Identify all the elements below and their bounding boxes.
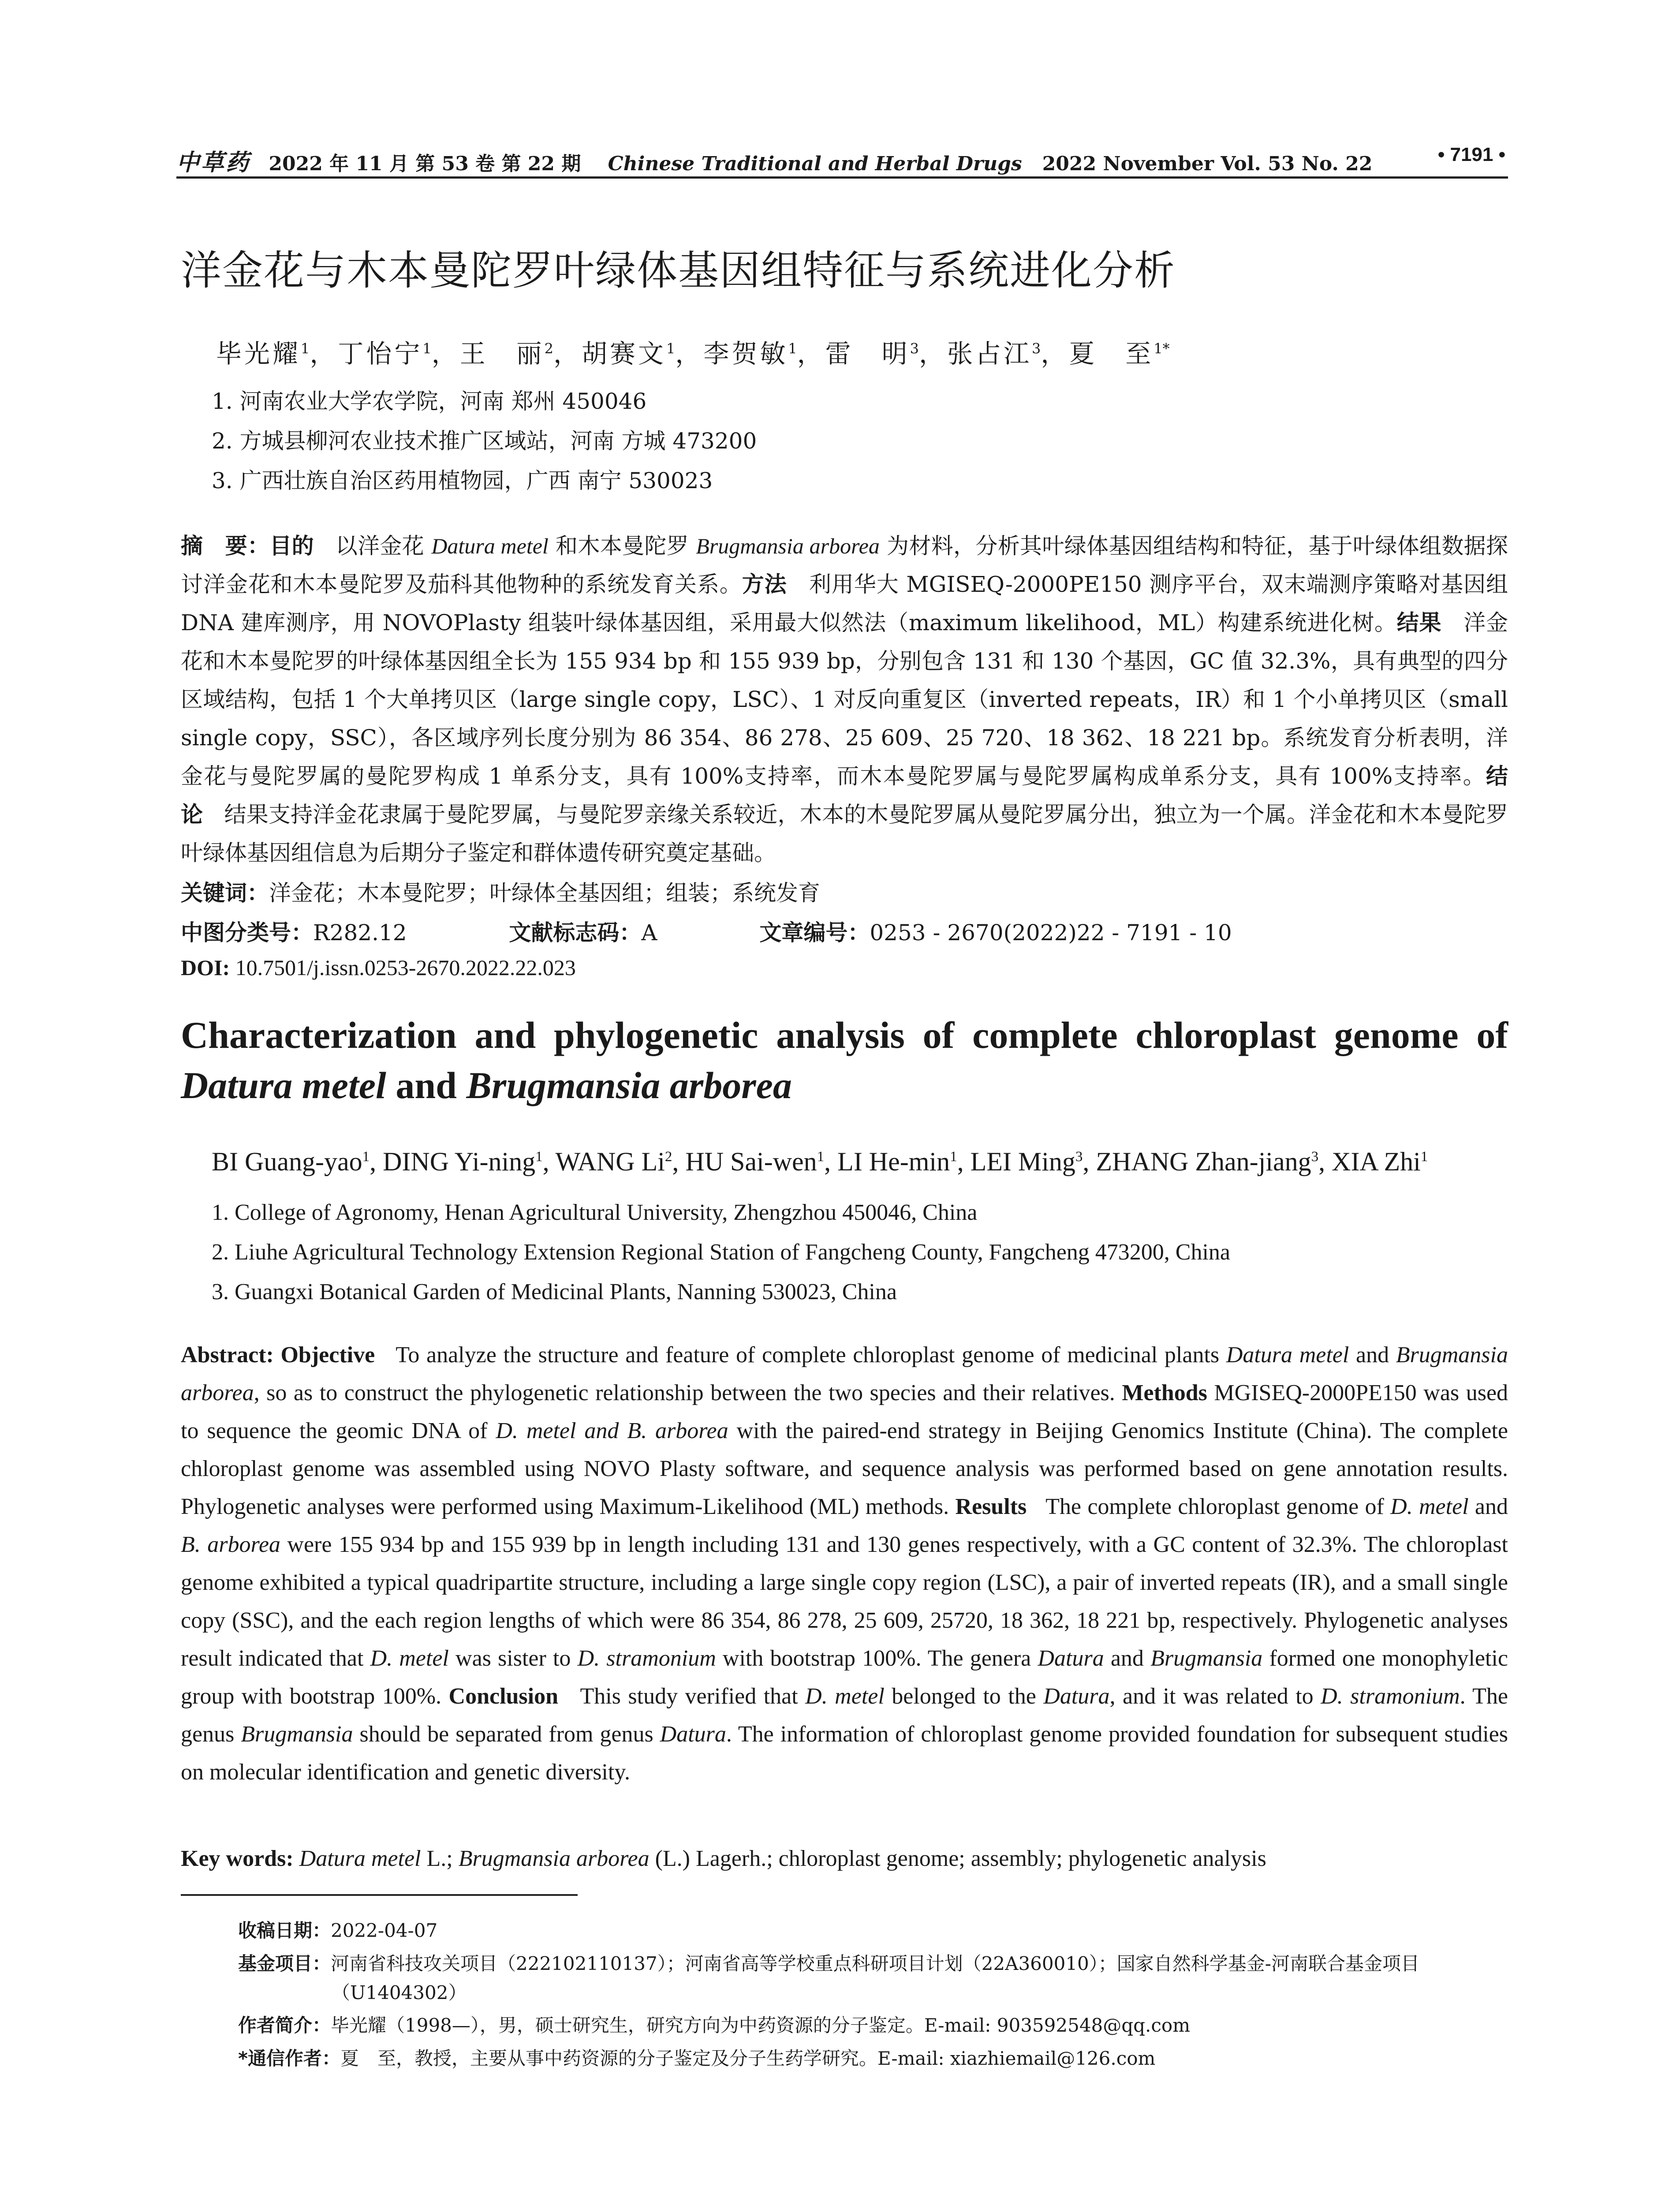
cn-conclusion-label: 结论: [181, 763, 1508, 827]
en-keywords: Key words: Datura metel L.; Brugmansia arborea (L.) Lagerh.; chloroplast genome; assembly; phylogenetic analysis: [181, 1846, 1266, 1871]
cn-authors: [216, 333, 1543, 370]
cn-abstract: 摘 要：目的 以洋金花 Datura metel 和木本曼陀罗 Brugmansia arborea 为材料，分析其叶绿体基因组结构和特征，基于叶绿体组数据探讨洋金花和木本曼陀罗及茄科其他物种的系统发育关系。方法 利用华大 MGISEQ-2000PE150 测序平台，双末端测序策略对基因组 DNA 建库测序，用 NOVOPlasty 组装叶绿体基因组，采用最大似然法（maximum likelihood，ML）构建系统进化树。结果 洋金花和木本曼陀罗的叶绿体基因组全长为 155 934 bp 和 155 939 bp，分别包含 131 和 130 个基因，GC 值 32.3%，具有典型的四分区域结构，包括 1 个大单拷贝区（large single copy，LSC）、1 对反向重复区（inverted repeats，IR）和 1 个小单拷贝区（small single copy，SSC），各区域序列长度分别为 86 354、86 278、25 609、25 720、18 362、18 221 bp。系统发育分析表明，洋金花与曼陀罗属的曼陀罗构成 1 单系分支，具有 100%支持率，而木本曼陀罗属与曼陀罗属构成单系分支，具有 100%支持率。结论 结果支持洋金花隶属于曼陀罗属，与曼陀罗亲缘关系较近，木本的木曼陀罗属从曼陀罗属分出，独立为一个属。洋金花和木本曼陀罗叶绿体基因组信息为后期分子鉴定和群体遗传研究奠定基础。: [181, 533, 1508, 866]
cn-affiliation-3: 3. 广西壮族自治区药用植物园，广西 南宁 530023: [212, 468, 713, 493]
cn-author: 毕光耀$^1$，: [216, 339, 338, 369]
cn-author: 雷 明$^3$，: [825, 339, 947, 369]
en-authors: [212, 1147, 1539, 1177]
en-author: DING Yi-ning$^1$,: [383, 1147, 556, 1176]
cn-methods-label: 方法: [742, 572, 787, 597]
en-objective-label: Abstract: Objective: [181, 1342, 375, 1368]
cn-author: 张占江$^3$，: [947, 339, 1069, 369]
en-abstract: Abstract: Objective To analyze the structure and feature of complete chloroplast genome of medicinal plants Datura metel and Brugmansia arborea, so as to construct the phylogenetic relationship between the two species and their relatives. Methods MGISEQ-2000PE150 was used to sequence the geomic DNA of D. metel and B. arborea with the paired-end strategy in Beijing Genomics Institute (China). The complete chloroplast genome was assembled using NOVO Plasty software, and sequence analysis was performed based on gene annotation results. Phylogenetic analyses were performed using Maximum-Likelihood (ML) methods. Results The complete chloroplast genome of D. metel and B. arborea were 155 934 bp and 155 939 bp in length including 131 and 130 genes respectively, with a GC content of 32.3%. The chloroplast genome exhibited a typical quadripartite structure, including a large single copy region (LSC), a pair of inverted repeats (IR), and a small single copy (SSC), and the each region lengths of which were 86 354, 86 278, 25 609, 25720, 18 362, 18 221 bp, respectively. Phylogenetic analyses result indicated that D. metel was sister to D. stramonium with bootstrap 100%. The genera Datura and Brugmansia formed one monophyletic group with bootstrap 100%. Conclusion This study verified that D. metel belonged to the Datura, and it was related to D. stramonium. The genus Brugmansia should be separated from genus Datura. The information of chloroplast genome provided foundation for subsequent studies on molecular identification and genetic diversity.: [181, 1342, 1508, 1785]
journal-info: [176, 144, 1373, 177]
page-number: • 7191 •: [1437, 144, 1505, 165]
en-results-label: Results: [955, 1494, 1027, 1519]
en-author: XIA Zhi$^1$: [1332, 1147, 1428, 1176]
footnote-corresponding: *通信作者：夏 至，教授，主要从事中药资源的分子鉴定及分子生药学研究。E-mail: xiazhiemail@126.com: [238, 2048, 1156, 2069]
en-title: Characterization and phylogenetic analysis of complete chloroplast genome of Datura metel and Brugmansia arborea: [181, 1014, 1508, 1106]
cn-results-label: 结果: [1396, 610, 1442, 635]
en-conclusion-label: Conclusion: [448, 1684, 559, 1709]
cn-keywords: 关键词：洋金花；木本曼陀罗；叶绿体全基因组；组装；系统发育: [181, 880, 820, 906]
en-methods-label: Methods: [1122, 1380, 1207, 1405]
footnote-fund: 基金项目：河南省科技攻关项目（222102110137）；河南省高等学校重点科研项目计划（22A360010）；国家自然科学基金-河南联合基金项目 （U1404302）: [238, 1953, 1419, 2003]
cn-author: 李贺敏$^1$，: [703, 339, 825, 369]
cn-objective-label: 目的: [269, 533, 314, 559]
en-author: BI Guang-yao$^1$,: [212, 1147, 383, 1176]
cn-affiliation-2: 2. 方城县柳河农业技术推广区域站，河南 方城 473200: [212, 428, 757, 454]
cn-author: 丁怡宁$^1$，: [338, 339, 460, 369]
cn-author: 王 丽$^2$，: [459, 339, 582, 369]
journal-issue-en: 2022 November Vol. 53 No. 22: [1042, 153, 1373, 175]
cn-author: 夏 至$^{1*}$: [1069, 339, 1170, 369]
en-affiliation-1: 1. College of Agronomy, Henan Agricultural University, Zhengzhou 450046, China: [212, 1200, 978, 1225]
cn-affiliation-1: 1. 河南农业大学农学院，河南 郑州 450046: [212, 389, 647, 414]
en-author: ZHANG Zhan-jiang$^3$,: [1096, 1147, 1332, 1176]
footnote-divider: [181, 1894, 578, 1896]
running-header: [176, 141, 1508, 179]
doi: DOI: 10.7501/j.issn.0253-2670.2022.22.023: [181, 955, 576, 980]
journal-issue-cn: 2022 年 11 月 第 53 卷 第 22 期: [269, 153, 581, 175]
en-affiliation-2: 2. Liuhe Agricultural Technology Extension Regional Station of Fangcheng County, Fangcheng 473200, China: [212, 1240, 1231, 1265]
cn-abstract-label: 摘 要：: [181, 533, 270, 559]
en-author: HU Sai-wen$^1$,: [685, 1147, 838, 1176]
cn-classification: 中图分类号：R282.12 文献标志码：A 文章编号：0253 - 2670(2022)22 - 7191 - 10: [181, 920, 1232, 946]
journal-logo: 中草药: [176, 149, 251, 176]
cn-author: 胡赛文$^1$，: [581, 339, 704, 369]
en-affiliation-3: 3. Guangxi Botanical Garden of Medicinal Plants, Nanning 530023, China: [212, 1279, 897, 1304]
journal-name-en: Chinese Traditional and Herbal Drugs: [608, 153, 1022, 175]
en-author: LEI Ming$^3$,: [970, 1147, 1096, 1176]
en-author: LI $He-\min^1$,: [837, 1147, 971, 1176]
en-author: WANG Li$^2$,: [555, 1147, 686, 1176]
footnote-received: 收稿日期：2022-04-07: [238, 1920, 438, 1941]
footnote-author: 作者简介：毕光耀（1998—），男，硕士研究生，研究方向为中药资源的分子鉴定。E-mail: 903592548@qq.com: [238, 2014, 1191, 2036]
cn-title: 洋金花与木本曼陀罗叶绿体基因组特征与系统进化分析: [181, 247, 1176, 294]
